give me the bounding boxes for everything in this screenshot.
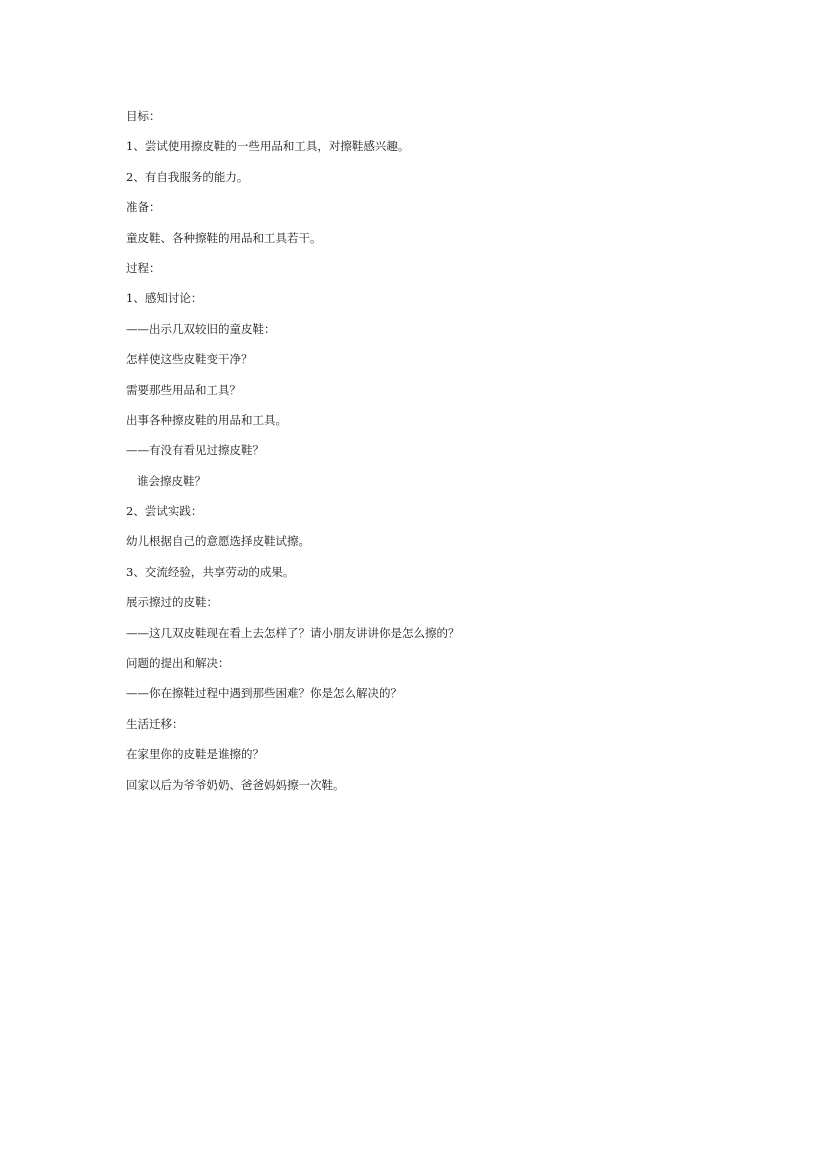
process-line: 谁会擦皮鞋？: [126, 473, 206, 488]
process-line: ——这几双皮鞋现在看上去怎样了？请小朋友讲讲你是怎么擦的？: [126, 625, 460, 640]
process-step-3: 3、交流经验，共享劳动的成果。: [126, 564, 295, 579]
process-line: 出事各种擦皮鞋的用品和工具。: [126, 412, 287, 427]
process-line: 展示擦过的皮鞋：: [126, 595, 218, 610]
process-line: ——出示几双较旧的童皮鞋：: [126, 321, 276, 336]
process-line: ——有没有看见过擦皮鞋？: [126, 443, 264, 458]
process-line: 怎样使这些皮鞋变干净？: [126, 352, 253, 367]
heading-life-transfer: 生活迁移：: [126, 716, 184, 731]
document-body: [126, 108, 726, 807]
process-line: 回家以后为爷爷奶奶、爸爸妈妈擦一次鞋。: [126, 777, 345, 792]
goal-item-1: 1、尝试使用擦皮鞋的一些用品和工具，对擦鞋感兴趣。: [126, 139, 410, 154]
heading-preparation: 准备：: [126, 200, 161, 215]
process-step-1: 1、感知讨论：: [126, 291, 203, 306]
process-line: 幼儿根据自己的意愿选择皮鞋试擦。: [126, 534, 310, 549]
process-line: ——你在擦鞋过程中遇到那些困难？你是怎么解决的？: [126, 686, 402, 701]
process-line: 问题的提出和解决：: [126, 656, 230, 671]
process-line: 需要那些用品和工具？: [126, 382, 241, 397]
process-line: 在家里你的皮鞋是谁擦的？: [126, 747, 264, 762]
process-step-2: 2、尝试实践：: [126, 504, 203, 519]
heading-process: 过程：: [126, 260, 161, 275]
goal-item-2: 2、有自我服务的能力。: [126, 169, 249, 184]
heading-goals: 目标：: [126, 109, 161, 123]
preparation-text: 童皮鞋、各种擦鞋的用品和工具若干。: [126, 230, 322, 245]
